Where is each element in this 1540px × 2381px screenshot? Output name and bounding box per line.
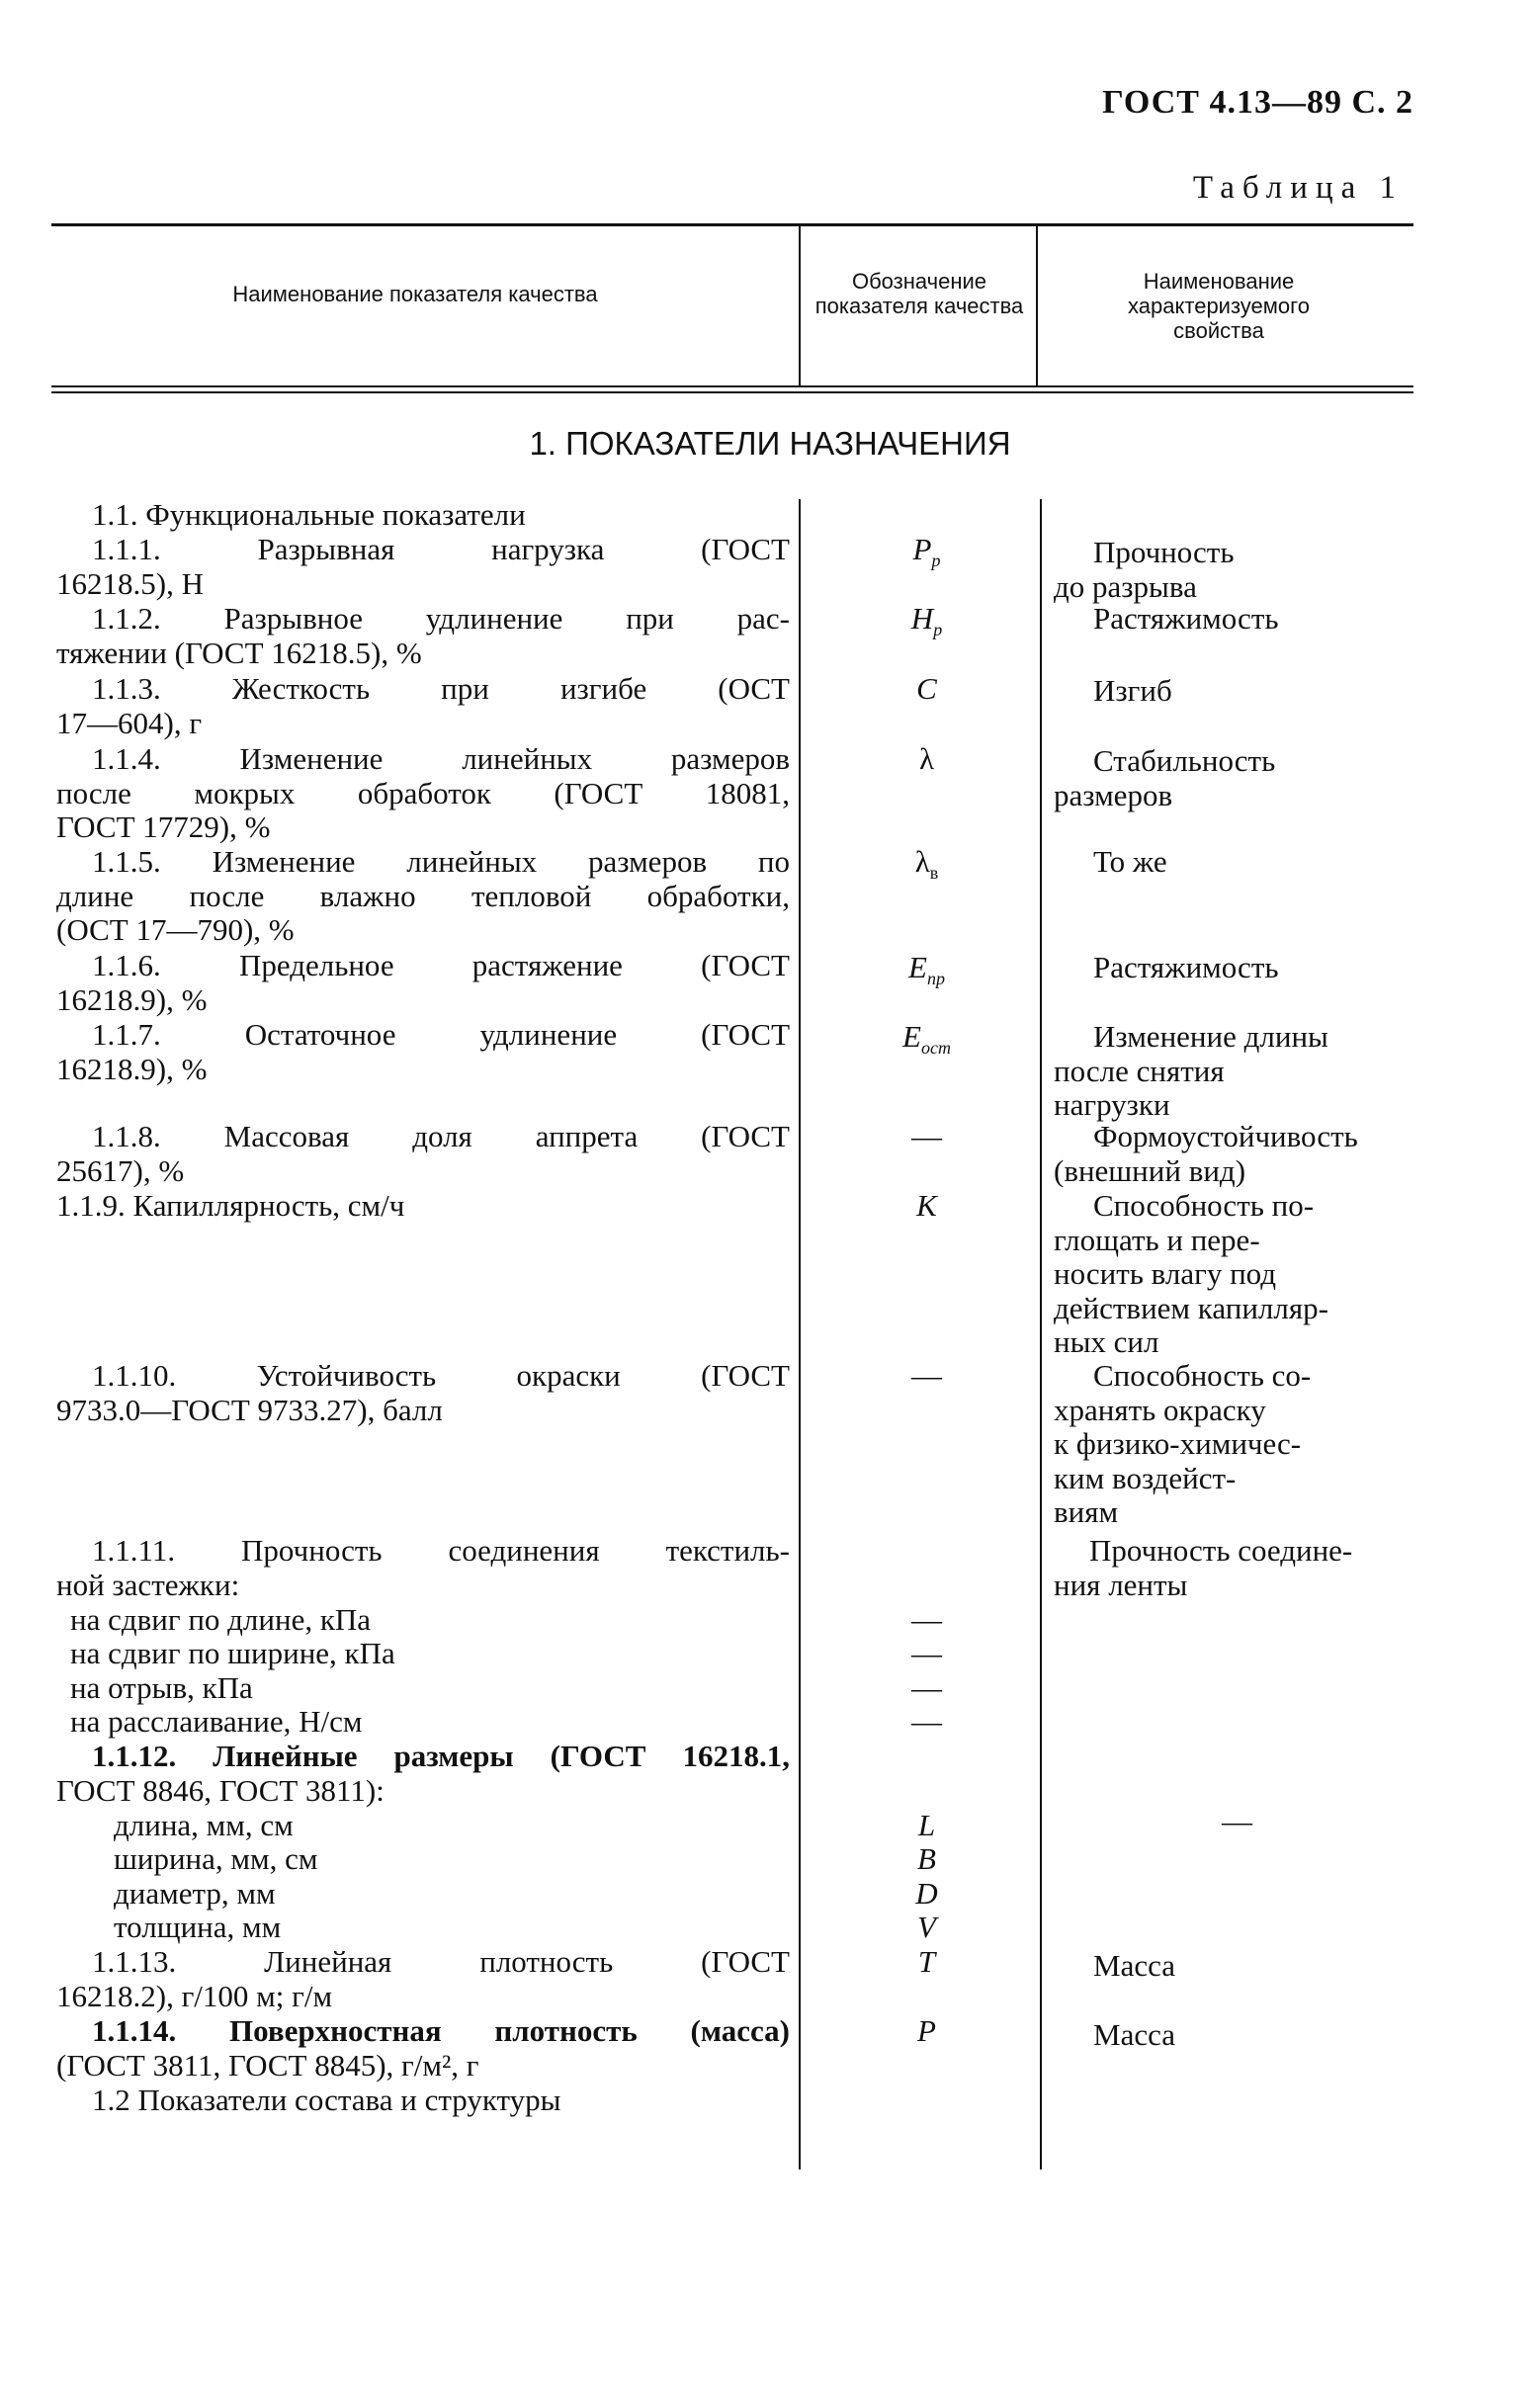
property-line: Растяжимость [1093,950,1279,984]
table-row [56,1120,790,1188]
table-row [56,1534,790,1602]
property-cell [1054,674,1172,709]
table-row [56,1877,790,1912]
property-line: носить влагу под [1054,1256,1277,1291]
table-row [56,672,790,740]
row-text-line: 1.1.11. Прочность соединения текстиль- [92,1533,790,1568]
row-text-line: длине после влажно тепловой обработки, [56,878,790,913]
row-text-line: 16218.9), % [56,981,208,1017]
row-text-line: 9733.0—ГОСТ 9733.27), балл [56,1392,443,1427]
table-row [56,845,790,948]
indicator-symbol: L [917,1808,936,1842]
table-row [56,1740,790,1808]
row-text-line: 1.1.6. Предельное растяжение (ГОСТ [92,948,790,982]
row-text-line: 1.1.7. Остаточное удлинение (ГОСТ [92,1017,790,1052]
property-line: (внешний вид) [1054,1152,1246,1188]
row-text-line: 1.1.9. Капиллярность, см/ч [56,1188,405,1223]
property-cell [1054,1359,1311,1530]
property-cell [1054,1805,1252,1839]
row-text-line: на сдвиг по длине, кПа [70,1602,372,1637]
property-line: после снятия [1054,1053,1225,1088]
row-text-line: 25617), % [56,1152,185,1188]
table-row [56,2083,790,2118]
row-text-line: 1.1.13. Линейная плотность (ГОСТ [92,1944,790,1979]
indicator-symbol: P [917,2013,936,2048]
property-line: ния ленты [1054,1567,1188,1602]
row-text-line: длина, мм, см [114,1808,294,1842]
property-line: ных сил [1054,1324,1159,1359]
property-line: к физико-химичес- [1054,1426,1302,1461]
indicator-symbol: — [911,1358,942,1393]
property-line: Изменение длины [1093,1019,1328,1054]
row-text-line: после мокрых обработок (ГОСТ 18081, [56,775,790,810]
indicator-symbol: — [911,1602,942,1637]
property-cell [1054,2018,1175,2053]
indicator-symbol: T [917,1944,936,1979]
table-head-bottom-rule-2 [51,391,1413,393]
column-header-property-name: Наименование характеризуемого свойства [1128,269,1310,343]
row-text-line: ГОСТ 17729), % [56,809,271,844]
indicator-symbol: $\lambda_в$ [914,844,939,884]
property-line: размеров [1054,777,1173,812]
property-line: То же [1093,844,1167,879]
table-row [56,1842,790,1877]
table-head-bottom-rule [51,385,1413,387]
property-line: — [1222,1804,1252,1838]
row-text-line: 1.1.3. Жесткость при изгибе (ОСТ [92,671,790,706]
indicator-symbol: — [911,1670,942,1705]
row-text-line [56,1740,790,1774]
table-row [56,1671,790,1706]
row-text-line: тяжении (ГОСТ 16218.5), % [56,635,422,670]
indicator-symbol: $E_{ост}$ [902,1019,951,1059]
table-row [56,1637,790,1671]
table-row [56,602,790,670]
property-cell [1054,1120,1358,1188]
document-reference: ГОСТ 4.13—89 С. 2 [1102,84,1413,121]
property-line: Изгиб [1093,673,1172,708]
table-row [56,1018,790,1086]
row-text-line: 1.1.2. Разрывное удлинение при рас- [92,601,790,636]
row-text-line: 1.1. Функциональные показатели [92,497,526,532]
table-row [56,2014,790,2083]
row-text-line: (ГОСТ 3811, ГОСТ 8845), г/м², г [56,2047,479,2083]
row-text-line: на отрыв, кПа [70,1670,253,1705]
body-col-divider-1 [799,499,801,2169]
row-text-line: на расслаивание, Н/см [70,1704,363,1739]
row-text-line: 1.1.8. Массовая доля аппрета (ГОСТ [92,1119,790,1153]
head-col-divider-1 [799,226,801,385]
indicator-symbol: V [917,1910,936,1944]
property-line: нагрузки [1054,1087,1170,1122]
row-text-line: диаметр, мм [114,1876,276,1911]
property-cell [1054,951,1279,985]
table-row [56,1809,790,1843]
row-text-line: 16218.5), Н [56,565,204,601]
indicator-symbol: $P_р$ [912,532,941,571]
table-row [56,1359,790,1427]
property-cell [1054,1534,1352,1602]
property-line: Масса [1093,2017,1175,2052]
indicator-symbol: B [917,1841,936,1876]
row-text-line: 16218.9), % [56,1051,208,1086]
indicator-symbol: — [911,1704,942,1739]
property-line: до разрыва [1054,568,1197,604]
table-row [56,949,790,1017]
property-line: ким воздейст- [1054,1460,1237,1495]
row-text-line [56,2014,790,2049]
column-header-indicator-symbol: Обозначение показателя качества [814,269,1024,318]
row-text-line: ной застежки: [56,1567,240,1602]
property-cell [1054,1189,1328,1360]
table-row [56,533,790,601]
row-text-line: (ОСТ 17—790), % [56,912,295,947]
section-title: 1. ПОКАЗАТЕЛИ НАЗНАЧЕНИЯ [529,425,1011,462]
row-text-line: 16218.2), г/100 м; г/м [56,1978,333,2013]
property-cell [1054,1949,1175,1984]
property-line: Способность со- [1093,1358,1312,1393]
property-line: Прочность соедине- [1089,1533,1353,1568]
indicator-symbol: $E_{пр}$ [908,950,945,989]
indicator-symbol: — [911,1636,942,1670]
property-line: Прочность [1093,535,1235,569]
row-text-line: 1.1.5. Изменение линейных размеров по [92,844,790,879]
property-line: хранять окраску [1054,1392,1266,1427]
indicator-symbol: $H_р$ [910,601,943,640]
property-cell [1054,845,1167,880]
row-text-line: 1.1.4. Изменение линейных размеров [92,741,790,776]
table-top-rule [51,223,1413,226]
table-row [56,742,790,845]
row-text-line: толщина, мм [114,1910,282,1944]
property-line: действием капилляр- [1054,1290,1328,1325]
property-cell [1054,744,1275,812]
property-cell [1054,602,1279,637]
property-line: Масса [1093,1948,1175,1983]
table-row [56,1945,790,2013]
table-row [56,498,790,533]
property-line: Стабильность [1093,743,1276,778]
property-line: Способность по- [1093,1188,1315,1223]
indicator-symbol: C [916,671,937,706]
row-text-line: 1.1.10. Устойчивость окраски (ГОСТ [92,1358,790,1393]
property-line: виям [1054,1494,1119,1529]
property-cell [1054,1020,1328,1123]
row-text-line: 1.1.14. Поверхностная плотность (масса) [92,2013,790,2048]
row-text-line: ГОСТ 8846, ГОСТ 3811): [56,1772,385,1808]
row-text-line: 1.2 Показатели состава и структуры [92,2083,561,2117]
property-line: Растяжимость [1093,601,1279,636]
row-text-line: ширина, мм, см [114,1841,318,1876]
property-cell [1054,536,1234,604]
indicator-symbol: λ [918,741,935,776]
table-caption: Таблица 1 [1192,170,1404,206]
row-text-line: на сдвиг по ширине, кПа [70,1636,395,1670]
indicator-symbol: D [915,1876,938,1911]
column-header-indicator-name: Наименование показателя качества [232,282,598,306]
table-row [56,1189,790,1224]
head-col-divider-2 [1036,226,1038,385]
indicator-symbol: K [916,1188,937,1223]
row-text-line: 17—604), г [56,705,203,740]
table-row [56,1911,790,1945]
table-row [56,1705,790,1740]
property-line: глощать и пере- [1054,1222,1260,1257]
row-text-line: 1.1.1. Разрывная нагрузка (ГОСТ [92,532,790,566]
indicator-symbol: — [911,1119,942,1153]
row-text-line: 1.1.12. Линейные размеры (ГОСТ 16218.1, [92,1739,790,1773]
table-row [56,1603,790,1638]
property-line: Формоустойчивость [1093,1119,1358,1153]
